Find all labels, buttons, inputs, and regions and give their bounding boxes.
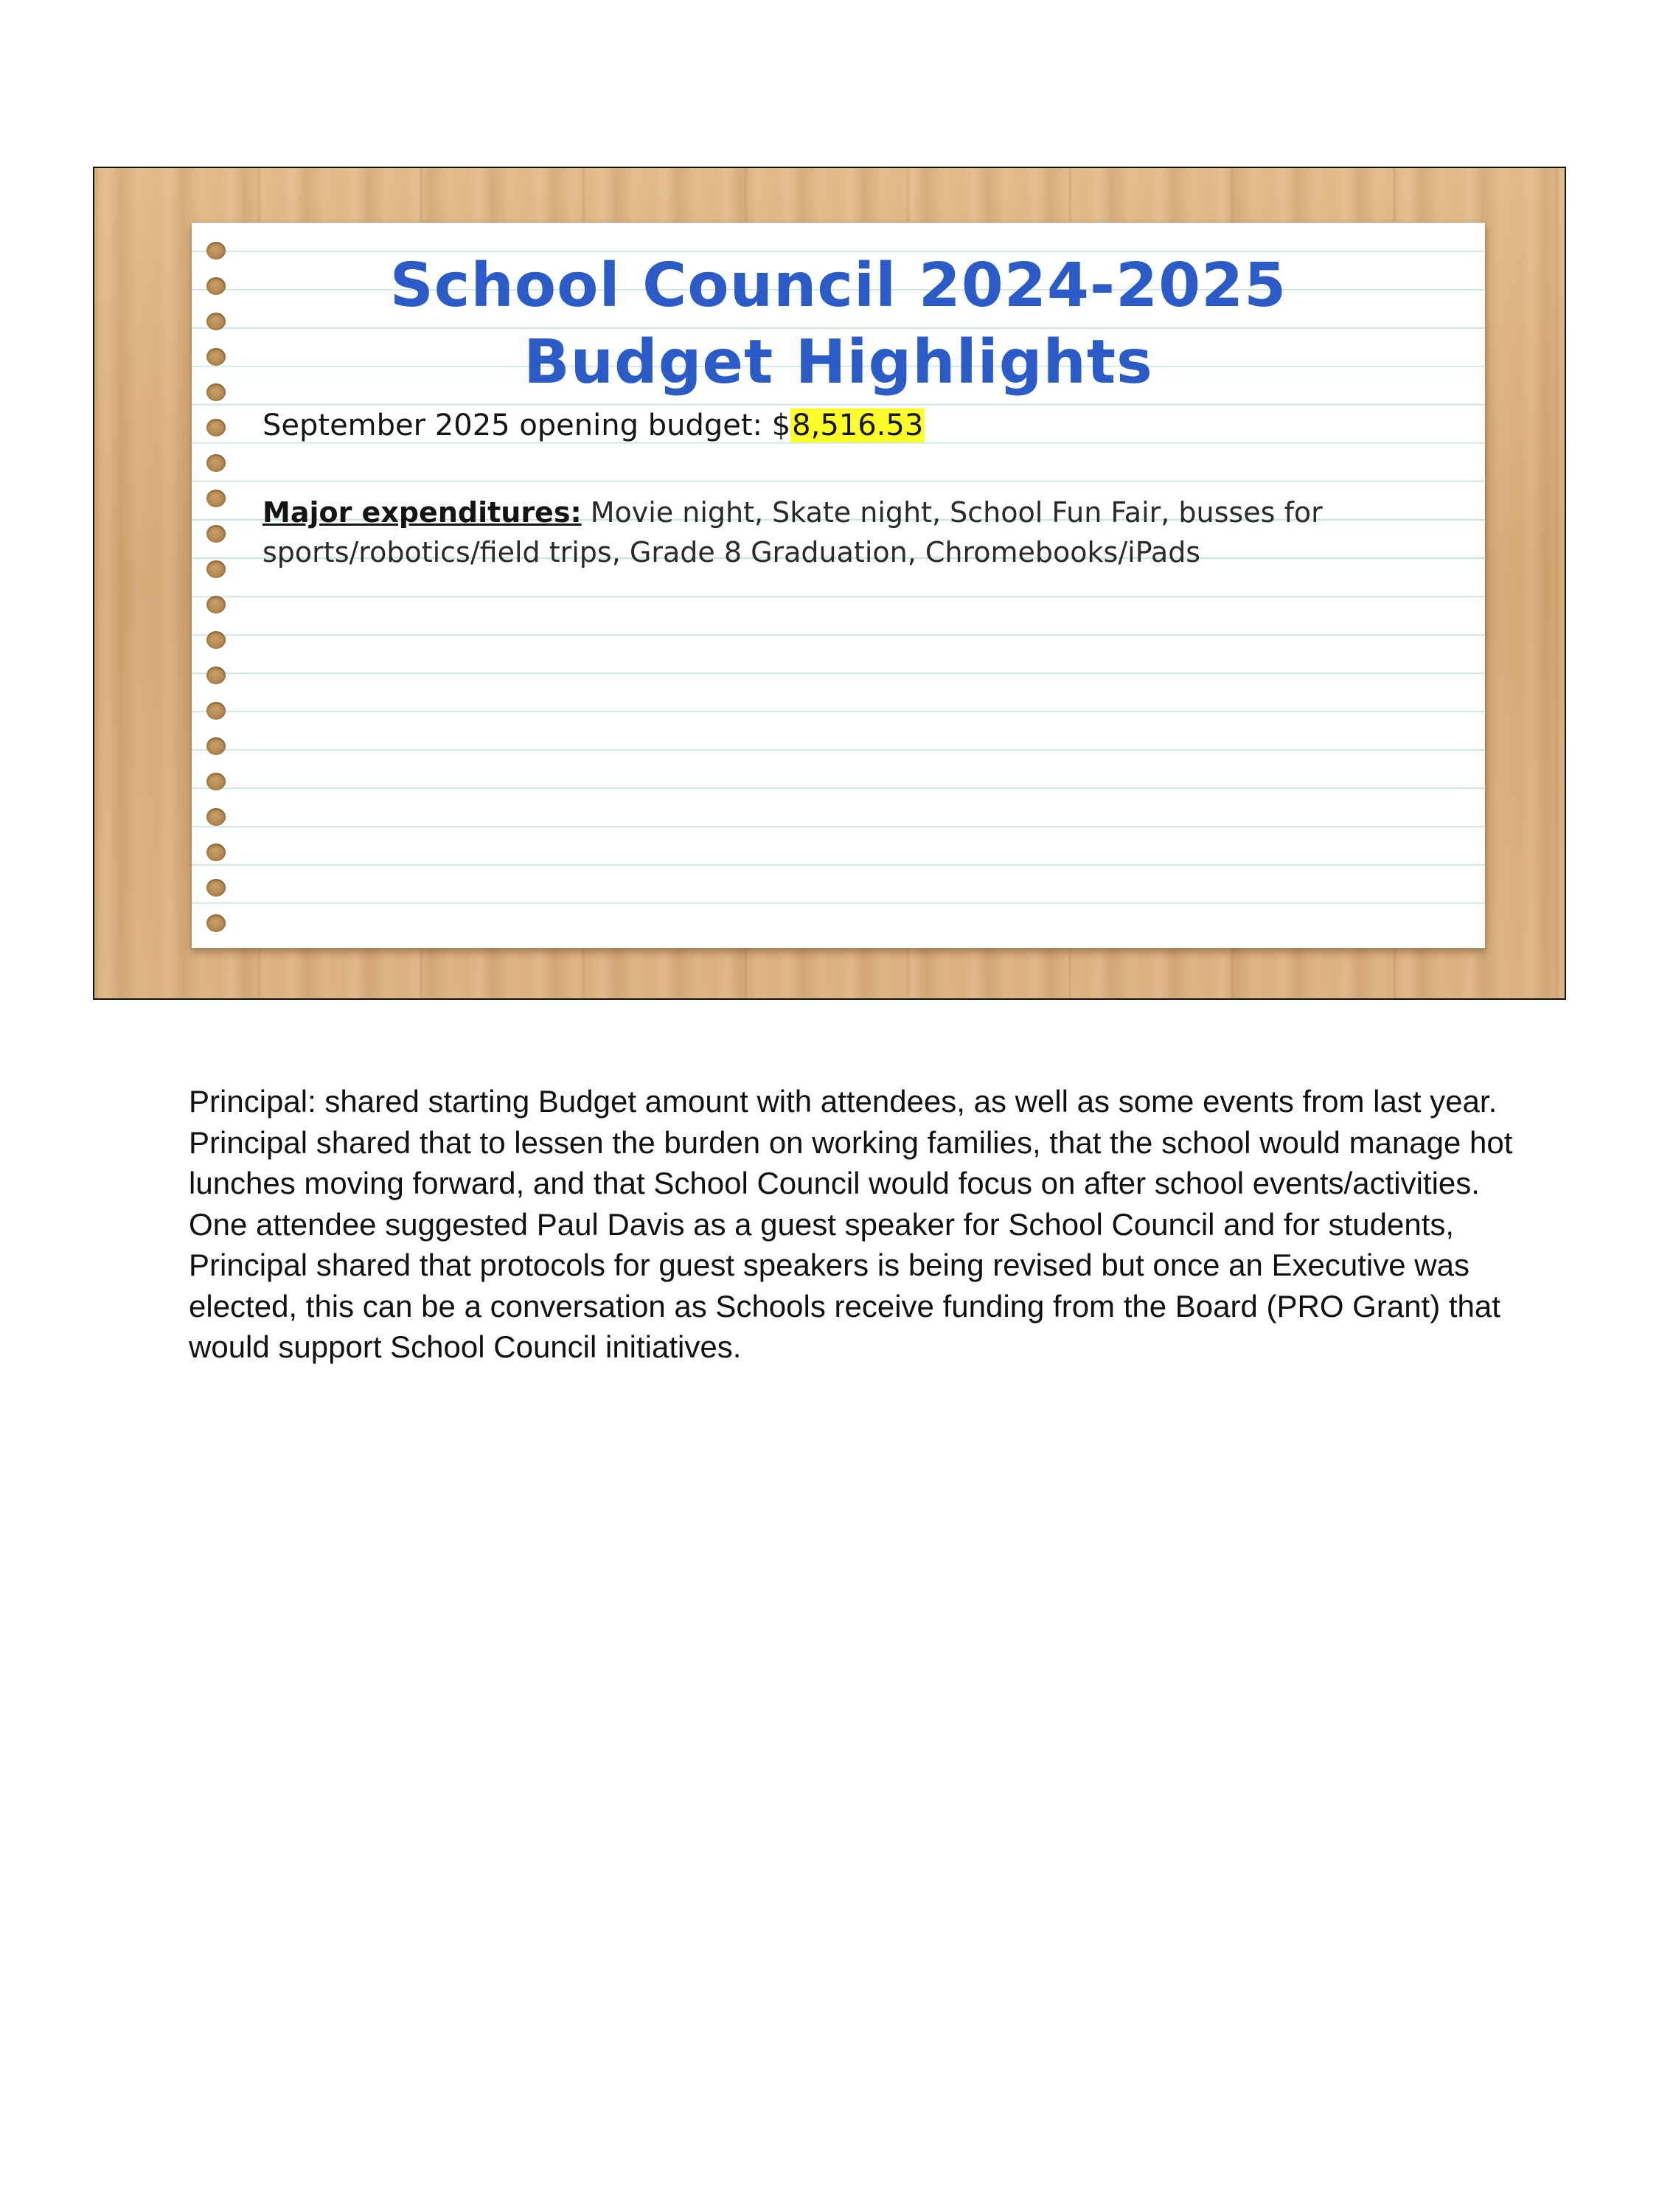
binder-hole [206, 560, 226, 578]
binder-hole [206, 808, 226, 826]
major-expenditures-label: Major expenditures: [262, 496, 582, 529]
major-expenditures-text: Movie night, Skate night, School Fun Fair, busses for sports/robotics/field trips, Grade 8 Graduation, Chromebooks/iPads [262, 496, 1323, 568]
binder-hole [206, 914, 226, 932]
opening-budget-label: September 2025 opening budget: $ [262, 408, 791, 442]
slide-title-line2: Budget Highlights [524, 327, 1153, 397]
binder-hole [206, 631, 226, 649]
opening-budget-amount: 8,516.53 [792, 408, 924, 442]
binder-hole [206, 773, 226, 790]
binder-hole [206, 419, 226, 437]
major-expenditures [262, 493, 1413, 572]
binder-hole [206, 702, 226, 720]
meeting-notes-paragraph: Principal: shared starting Budget amount with attendees, as well as some events from last year. Principal shared that to lessen the burden on working families, that the school would manage hot lunches moving forward, and that School Council would focus on after school events/activities. One attendee suggested Paul Davis as a guest speaker for School Council and for students, Principal shared that protocols for guest speakers is being revised but once an Executive was elected, this can be a conversation as Schools receive funding from the Board (PRO Grant) that would support School Council initiatives. [189, 1084, 1513, 1364]
slide-image [93, 167, 1566, 1000]
slide-title [192, 248, 1485, 401]
binder-hole [206, 525, 226, 543]
binder-hole [206, 490, 226, 507]
notebook-paper [192, 223, 1485, 948]
binder-hole [206, 879, 226, 897]
slide-title-line1: School Council 2024-2025 [389, 251, 1287, 321]
binder-hole [206, 596, 226, 613]
binder-hole [206, 667, 226, 684]
binder-hole [206, 737, 226, 755]
binder-hole [206, 844, 226, 861]
opening-budget [262, 408, 925, 442]
binder-hole [206, 454, 226, 472]
